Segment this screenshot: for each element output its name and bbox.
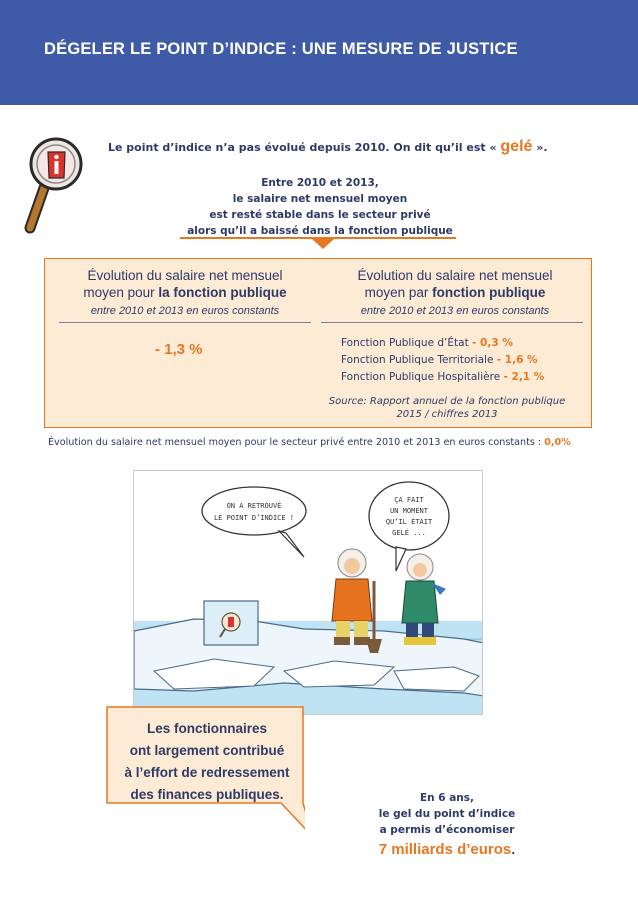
bubble-right-line: QU’IL ÉTAIT (385, 518, 433, 526)
quote-line: des finances publiques. (130, 787, 284, 802)
private-sector-value: 0,0% (544, 437, 571, 448)
summary-line: est resté stable dans le secteur privé (209, 209, 431, 221)
right-rule (321, 322, 583, 323)
magnifier-info-icon (22, 132, 84, 234)
item-label: Fonction Publique Territoriale (341, 354, 494, 366)
item-value: - 1,6 % (496, 354, 538, 366)
fonction-publique-breakdown (341, 335, 544, 386)
fonction-publique-value: - 1,3 % (155, 341, 203, 358)
intro-sentence: Le point d’indice n’a pas évolué depuis 2010. On dit qu’il est « (108, 141, 497, 154)
quote-text (117, 718, 297, 806)
source-note (327, 395, 567, 421)
summary-block (150, 175, 490, 239)
list-item (341, 352, 544, 369)
source-line: Source: Rapport annuel de la fonction publique (328, 396, 566, 407)
gele-highlight: gelé (500, 138, 533, 155)
savings-end: . (511, 845, 516, 857)
left-column-title (55, 267, 315, 301)
quote-line: Les fonctionnaires (146, 721, 268, 736)
cartoon-drawing (134, 471, 483, 715)
item-value: - 0,3 % (472, 337, 513, 349)
header-banner (0, 0, 638, 105)
bubble-left-line: ON A RETROUVÉ (226, 502, 282, 510)
title-line: Évolution du salaire net mensuel (357, 268, 553, 283)
down-arrow-icon (312, 239, 334, 249)
item-label: Fonction Publique Hospitalière (341, 371, 501, 383)
source-line: 2015 / chiffres 2013 (396, 409, 498, 420)
left-column-subtitle: entre 2010 et 2013 en euros constants (90, 305, 280, 317)
bubble-right-line: GELÉ ... (392, 529, 426, 537)
savings-amount: 7 milliards d’euros (378, 841, 512, 858)
private-sector-text: Évolution du salaire net mensuel moyen pour le secteur privé entre 2010 et 2013 en euros constants : (48, 437, 542, 448)
list-item (341, 369, 544, 386)
bubble-left-line: LE POINT D’INDICE ! (213, 514, 295, 522)
summary-line: alors qu’il a baissé dans la fonction publique (187, 225, 453, 237)
list-item (341, 335, 544, 352)
left-rule (59, 322, 311, 323)
summary-line: le salaire net mensuel moyen (232, 193, 408, 205)
quote-line: à l’effort de redressement (124, 765, 290, 780)
title-bold: fonction publique (432, 285, 546, 300)
salary-panel (44, 258, 592, 428)
title-line: Évolution du salaire net mensuel (87, 268, 283, 283)
savings-block (352, 790, 542, 859)
savings-line: a permis d’économiser (379, 824, 515, 836)
title-prefix: moyen par (364, 285, 433, 300)
title-prefix: moyen pour (83, 285, 159, 300)
savings-line: En 6 ans, (419, 792, 475, 804)
summary-line: Entre 2010 et 2013, (261, 177, 379, 189)
bubble-right-line: UN MOMENT (390, 507, 428, 515)
right-column-subtitle: entre 2010 et 2013 en euros constants (360, 305, 550, 317)
intro-text (108, 138, 588, 156)
title-bold: la fonction publique (158, 285, 287, 300)
item-label: Fonction Publique d’État (341, 337, 469, 349)
right-column-title (325, 267, 585, 301)
savings-line: le gel du point d’indice (378, 808, 516, 820)
bubble-right-line: ÇA FAIT (394, 496, 424, 504)
private-sector-note (48, 437, 571, 448)
cartoon-illustration (133, 470, 483, 715)
quote-line: ont largement contribué (129, 743, 285, 758)
intro-end: ». (536, 141, 548, 154)
page-title: DÉGELER LE POINT D’INDICE : UNE MESURE DE JUSTICE (44, 40, 518, 58)
item-value: - 2,1 % (503, 371, 545, 383)
